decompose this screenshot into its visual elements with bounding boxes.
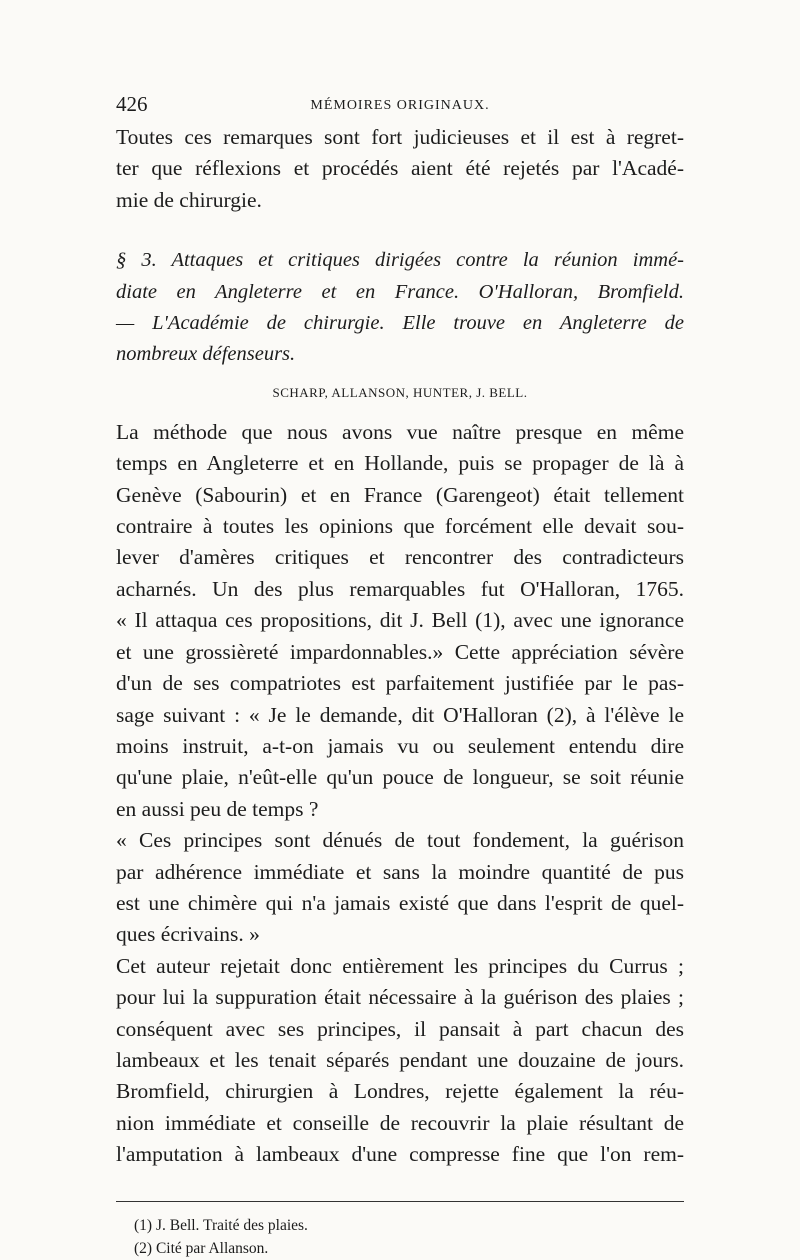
text-line: Bromfield, chirurgien à Londres, rejette également la réu-: [116, 1079, 684, 1104]
heading-line: — L'Académie de chirurgie. Elle trouve en Angleterre de: [116, 312, 684, 335]
text-line: conséquent avec ses principes, il pansait à part chacun des: [116, 1016, 684, 1041]
paragraph-3: [116, 951, 684, 1077]
heading-line: § 3. Attaques et critiques dirigées contre la réunion immé-: [116, 249, 684, 272]
text-line: l'amputation à lambeaux d'une compresse fine que l'on rem-: [116, 1142, 684, 1167]
text-line: moins instruit, a-t-on jamais vu ou seulement entendu dire: [116, 733, 684, 758]
text-line: sage suivant : « Je le demande, dit O'Halloran (2), à l'élève le: [116, 702, 684, 727]
page-header: [116, 92, 684, 122]
text-line: acharnés. Un des plus remarquables fut O'Halloran, 1765.: [116, 576, 684, 601]
section-subheading: SCHARP, ALLANSON, HUNTER, J. BELL.: [272, 384, 528, 400]
text-line: « Ces principes sont dénués de tout fondement, la guérison: [116, 828, 684, 853]
section-heading: [116, 245, 684, 371]
footnote-2: (2) Cité par Allanson.: [134, 1239, 269, 1257]
text-line: lambeaux et les tenait séparés pendant une douzaine de jours.: [116, 1047, 684, 1072]
running-title: MÉMOIRES ORIGINAUX.: [310, 98, 490, 113]
text-line: lever d'amères critiques et rencontrer des contradicteurs: [116, 545, 684, 570]
text-line: en aussi peu de temps ?: [116, 796, 319, 821]
text-line: pour lui la suppuration était nécessaire à la guérison des plaies ;: [116, 985, 684, 1010]
text-line: Genève (Sabourin) et en France (Garengeot) était tellement: [116, 482, 684, 507]
footnote-1: (1) J. Bell. Traité des plaies.: [134, 1216, 308, 1234]
page: [116, 92, 684, 1260]
heading-line: nombreux défenseurs.: [116, 343, 296, 366]
text-line: mie de chirurgie.: [116, 187, 262, 212]
text-line: d'un de ses compatriotes est parfaitement justifiée par le pas-: [116, 671, 684, 696]
paragraph-1: [116, 417, 684, 825]
text-line: et une grossièreté impardonnables.» Cette appréciation sévère: [116, 639, 684, 664]
page-number: 426: [116, 92, 148, 116]
text-line: contraire à toutes les opinions que forcément elle devait sou-: [116, 514, 684, 539]
text-line: temps en Angleterre et en Hollande, puis se propager de là à: [116, 451, 684, 476]
text-line: Cet auteur rejetait donc entièrement les principes du Currus ;: [116, 953, 684, 978]
text-line: ter que réflexions et procédés aient été rejetés par l'Acadé-: [116, 156, 684, 181]
footnote-divider: [116, 1201, 684, 1202]
text-line: ques écrivains. »: [116, 922, 260, 947]
heading-line: diate en Angleterre et en France. O'Halloran, Bromfield.: [116, 280, 684, 303]
text-line: nion immédiate et conseille de recouvrir la plaie résultant de: [116, 1110, 684, 1135]
text-line: « Il attaqua ces propositions, dit J. Bell (1), avec une ignorance: [116, 608, 684, 633]
text-line: est une chimère qui n'a jamais existé que dans l'esprit de quel-: [116, 890, 684, 915]
text-line: La méthode que nous avons vue naître presque en même: [116, 419, 684, 444]
intro-paragraph: [116, 122, 684, 216]
text-line: qu'une plaie, n'eût-elle qu'un pouce de longueur, se soit réunie: [116, 765, 684, 790]
paragraph-4: [116, 1076, 684, 1170]
text-line: Toutes ces remarques sont fort judicieuses et il est à regret-: [116, 125, 684, 149]
text-line: par adhérence immédiate et sans la moindre quantité de pus: [116, 859, 684, 884]
footnotes: [116, 1214, 684, 1260]
paragraph-2: [116, 825, 684, 951]
